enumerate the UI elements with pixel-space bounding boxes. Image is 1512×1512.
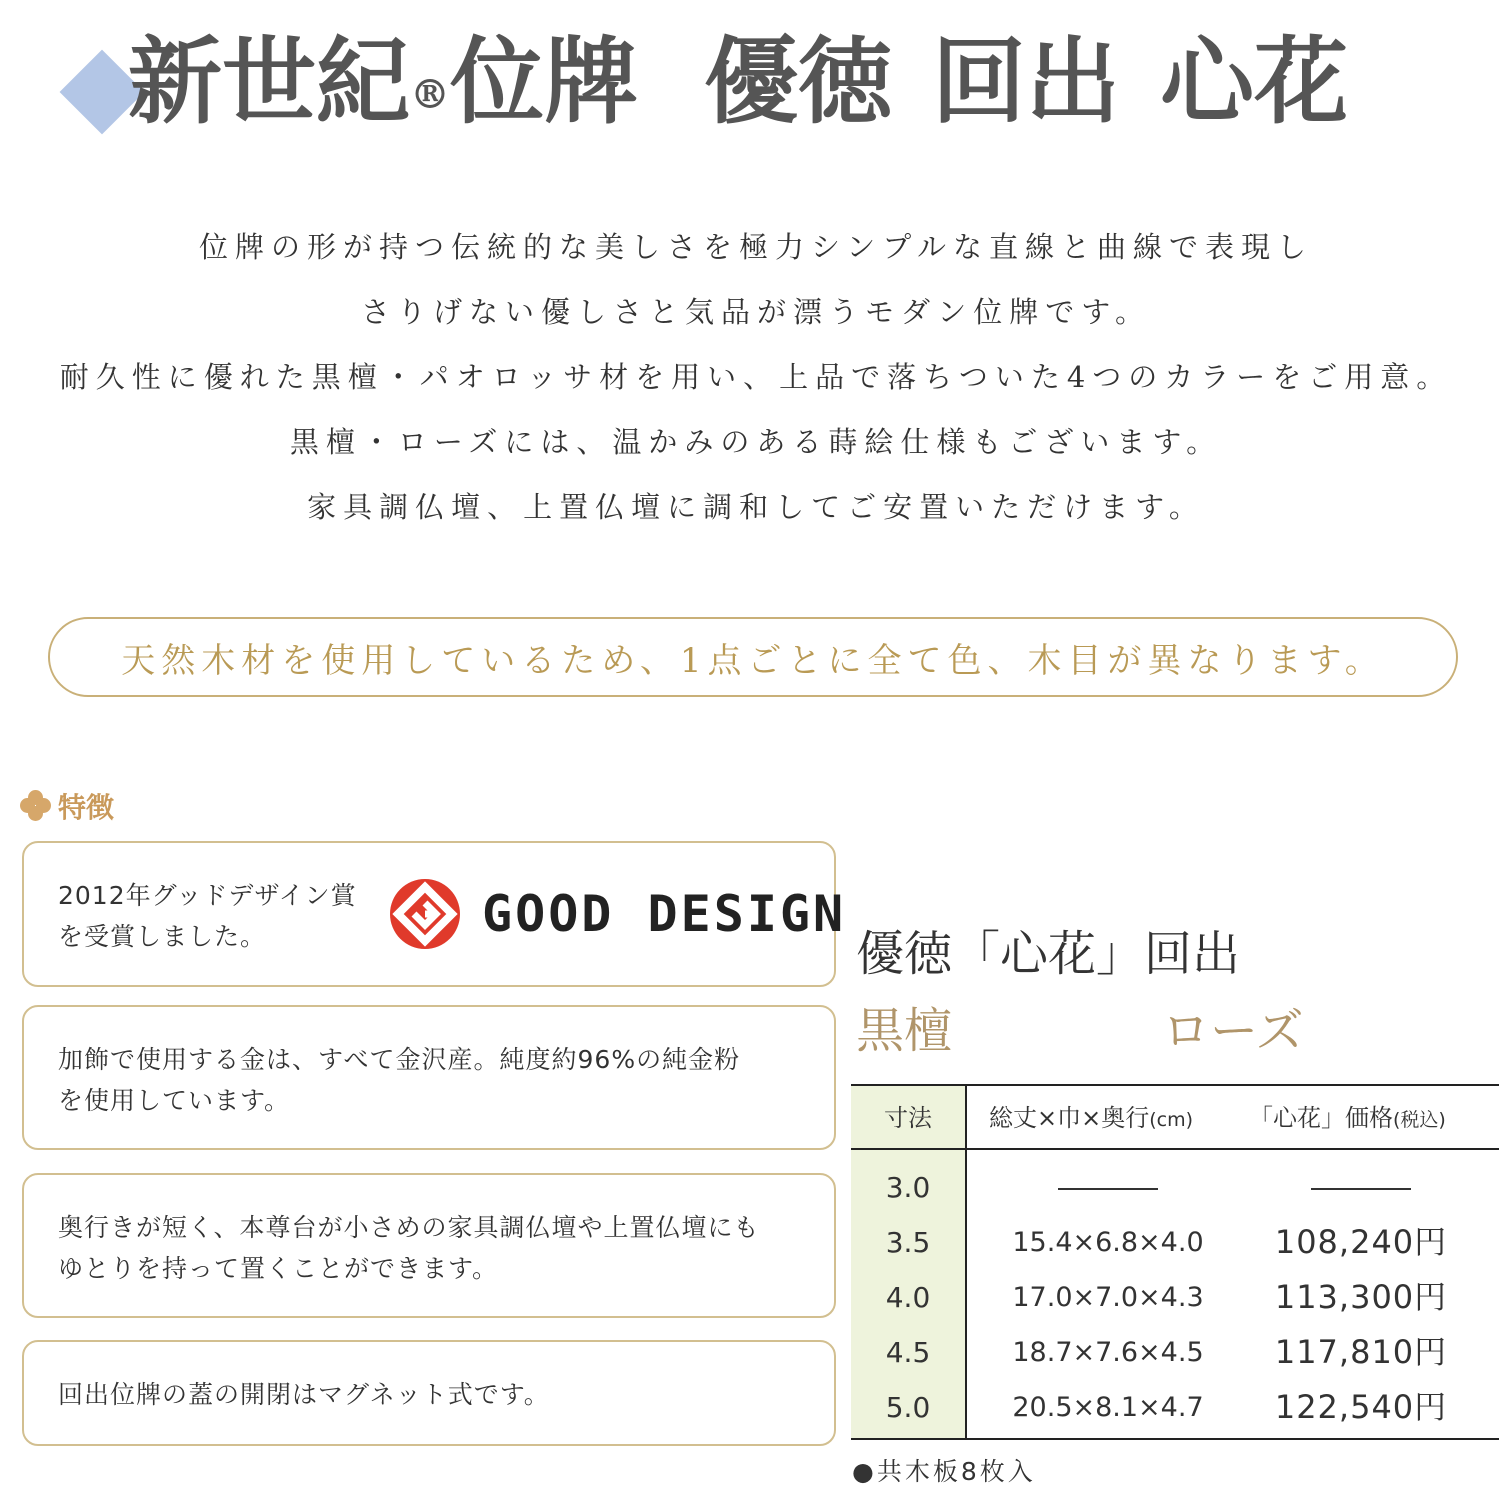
feature-card-gold	[22, 1005, 836, 1150]
dims-cell: 20.5×8.1×4.7	[1012, 1392, 1204, 1423]
size-cell: 3.5	[885, 1226, 931, 1259]
header-price: 「心花」価格(税込)	[1249, 1104, 1446, 1132]
product-colors	[856, 992, 1304, 1061]
color-rose: ローズ	[1162, 1003, 1304, 1059]
feature-text: を受賞しました。	[58, 922, 267, 951]
title-model: 心花	[1160, 27, 1349, 137]
feature-text: ゆとりを持って置くことができます。	[58, 1254, 499, 1283]
table-row	[851, 1325, 1499, 1380]
table-row	[851, 1160, 1499, 1215]
feature-text: 加飾で使用する金は、すべて金沢産。純度約96%の純金粉	[58, 1045, 741, 1074]
features-heading-label: 特徴	[58, 791, 115, 824]
table-row	[851, 1215, 1499, 1270]
spec-table	[851, 1084, 1499, 1442]
color-kokutan: 黒檀	[856, 1003, 953, 1059]
clover-icon	[20, 790, 52, 822]
feature-card-magnet	[22, 1340, 836, 1446]
feature-text: を使用しています。	[58, 1086, 291, 1115]
dims-cell: 18.7×7.6×4.5	[1012, 1337, 1204, 1368]
feature-card-depth	[22, 1173, 836, 1318]
title-series: 優徳	[704, 27, 893, 137]
price-cell: 108,240円	[1274, 1223, 1448, 1261]
price-cell: 117,810円	[1274, 1333, 1448, 1371]
feature-text: 2012年グッドデザイン賞	[58, 881, 357, 910]
table-row	[851, 1270, 1499, 1325]
natural-wood-notice	[48, 617, 1458, 697]
feature-text: 奥行きが短く、本尊台が小さめの家具調仏壇や上置仏壇にも	[58, 1213, 760, 1242]
intro-line: 黒檀・ローズには、温かみのある蒔絵仕様もございます。	[289, 425, 1223, 459]
footnote: ●共木板8枚入	[852, 1457, 1036, 1486]
page-title	[128, 22, 1348, 155]
size-cell: 4.0	[885, 1281, 931, 1314]
price-cell: 113,300円	[1274, 1278, 1448, 1316]
notice-text: 天然木材を使用しているため、1点ごとに全て色、木目が異なります。	[121, 640, 1385, 681]
registered-mark: ®	[410, 71, 451, 118]
intro-line: さりげない優しさと気品が漂うモダン位牌です。	[361, 295, 1151, 329]
feature-text: 回出位牌の蓋の開閉はマグネット式です。	[58, 1380, 550, 1409]
title-ihai: 位牌	[450, 27, 639, 137]
features-heading	[20, 786, 114, 826]
intro-line: 家具調仏壇、上置仏壇に調和してご安置いただけます。	[307, 490, 1205, 524]
price-cell-empty	[1251, 1160, 1471, 1215]
good-design-logo-text: GOOD DESIGN	[482, 885, 847, 943]
price-cell: 122,540円	[1274, 1388, 1448, 1426]
title-brand: 新世紀	[128, 27, 411, 137]
good-design-logo-icon	[390, 879, 460, 949]
header-dims: 総丈×巾×奥行(cm)	[989, 1104, 1193, 1132]
dims-cell: 17.0×7.0×4.3	[1012, 1282, 1204, 1313]
product-title: 優徳「心花」回出	[856, 926, 1241, 982]
feature-card-good-design	[22, 841, 847, 987]
size-cell: 4.5	[885, 1336, 931, 1369]
size-cell: 3.0	[885, 1171, 931, 1204]
header-size: 寸法	[884, 1104, 932, 1132]
intro-line: 位牌の形が持つ伝統的な美しさを極力シンプルな直線と曲線で表現し	[198, 230, 1314, 264]
page-header	[32, 22, 1492, 142]
table-row	[851, 1380, 1499, 1435]
dims-cell: 15.4×6.8×4.0	[1012, 1227, 1204, 1258]
title-kuridashi: 回出	[932, 27, 1121, 137]
dims-cell-empty	[983, 1160, 1233, 1215]
intro-text	[0, 215, 1512, 540]
intro-line: 耐久性に優れた黒檀・パオロッサ材を用い、上品で落ちついた4つのカラーをご用意。	[59, 360, 1453, 394]
size-cell: 5.0	[885, 1391, 931, 1424]
